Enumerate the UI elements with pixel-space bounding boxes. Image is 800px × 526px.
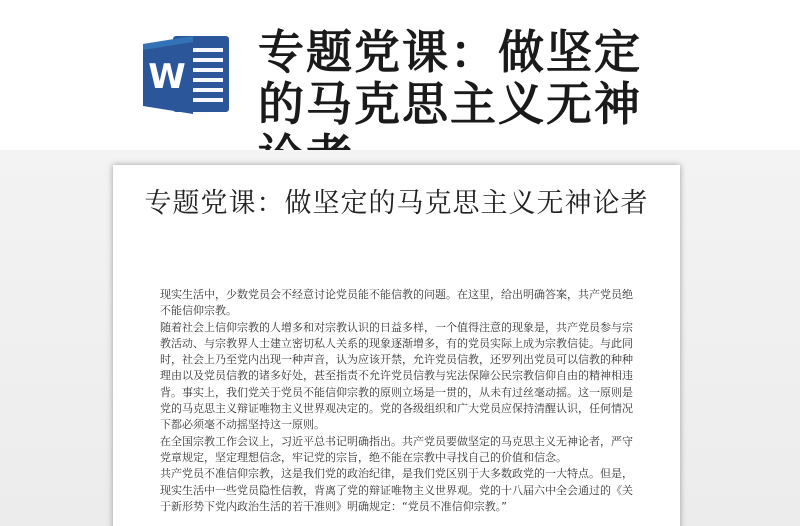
document-page [113,165,680,526]
document-title: 专题党课：做坚定的马克思主义无神论者 [144,188,649,219]
document-body [160,287,634,515]
paragraph: 在全国宗教工作会议上，习近平总书记明确指出。共产党员要做坚定的马克思主义无神论者，严守党章规定，坚定理想信念，牢记党的宗旨，绝不能在宗教中寻找自己的价值和信念。 [160,434,633,464]
paragraph: 现实生活中，少数党员会不经意讨论党员能不能信教的问题。在这里，给出明确答案，共产党员绝不能信仰宗教。 [160,288,633,318]
banner-title: 专题党课：做坚定的马克思主义无神 [258,25,642,131]
paragraph: 随着社会上信仰宗教的人增多和对宗教认识的日益多样，一个值得注意的现象是，共产党员参与宗教活动、与宗教界人士建立密切私人关系的现象逐渐增多，有的党员实际上成为宗教信徒。与此同时，社会上乃至党内出现一种声音，认为应该开禁，允许党员信教，还罗列出党员可以信教的种种理由以及党员信教的诸多好处，甚至指责不允许党员信教与宪法保障公民宗教信仰自由的精神相违背。事实上，我们党关于党员不能信仰宗教的原则立场是一贯的，从未有过丝毫动摇。这一原则是党的马克思主义辩证唯物主义世界观决定的。党的各级组织和广大党员应保持清醒认识，任何情况下都必须毫不动摇坚持这一原则。 [160,320,633,432]
paragraph: 共产党员不准信仰宗教，这是我们党的政治纪律，是我们党区别于大多数政党的一大特点。但是，现实生活中一些党员隐性信教，背离了党的辩证唯物主义世界观。党的十八届六中全会通过的《关于新形势下党内政治生活的若干准则》明确规定：“党员不准信仰宗教。” [160,467,633,513]
word-icon-letter: W [148,57,186,97]
banner [0,0,800,150]
word-icon [137,30,237,120]
